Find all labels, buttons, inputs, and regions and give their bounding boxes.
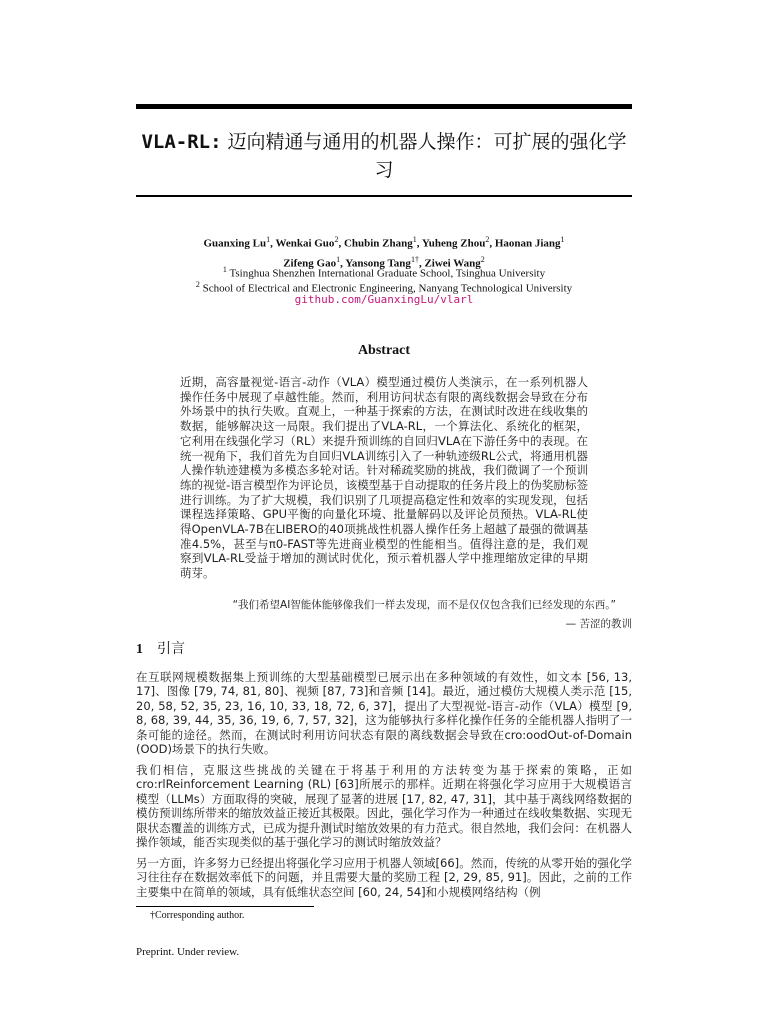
- abstract-body: 近期，高容量视觉-语言-动作（VLA）模型通过模仿人类演示，在一系列机器人操作任务中展现了卓越性能。然而，利用访问状态有限的离线数据会导致在分布外场景中的执行失败。直观上，一种基于探索的方法，在测试时改进在线收集的数据，能够解决这一局限。我们提出了VLA-RL，一个算法化、系统化的框架，它利用在线强化学习（RL）来提升预训练的自回归VLA在下游任务中的表现。在统一视角下，我们首先为自回归VLA训练引入了一种轨迹级RL公式，将通用机器人操作轨迹建模为多模态多轮对话。针对稀疏奖励的挑战，我们微调了一个预训练的视觉-语言模型作为评论员，该模型基于自动提取的任务片段上的伪奖励标签进行训练。为了扩大规模，我们识别了几项提高稳定性和效率的实现发现，包括课程选择策略、GPU平衡的向量化环境、批量解码以及评论员预热。VLA-RL使得OpenVLA-7B在LIBERO的40项挑战性机器人操作任务上超越了最强的微调基准4.5%，甚至与π0-FAST等先进商业模型的性能相当。值得注意的是，我们观察到VLA-RL受益于增加的测试时优化，预示着机器人学中推理缩放定律的早期萌芽。: [180, 375, 588, 581]
- intro-paragraph-3: 另一方面，许多努力已经提出将强化学习应用于机器人领域[66]。然而，传统的从零开始的强化学习往往存在数据效率低下的问题，并且需要大量的奖励工程 [2, 29, 85, 91]。因此，之前的工作主要集中在简单的领域，具有低维状态空间 [60, 24, 54]和小规模网络结构（例: [136, 856, 632, 899]
- intro-paragraph-2: 我们相信，克服这些挑战的关键在于将基于利用的方法转变为基于探索的策略，正如cro:rlReinforcement Learning (RL) [63]所展示的那样。近期在将强化学习应用于大规模语言模型（LLMs）方面取得的突破，展现了显著的进展 [17, 82, 47, 31]，其中基于离线网络数据的模仿预训练所带来的缩放效益正接近其极限。因此，强化学习作为一种通过在线收集数据、实现无限状态覆盖的训练方式，已成为提升测试时缩放效果的有力范式。很自然地，我们会问：在机器人操作领域，能否实现类似的基于强化学习的测试时缩放效益？: [136, 763, 632, 850]
- title-prefix: VLA-RL:: [141, 131, 222, 153]
- paper-title: [136, 128, 632, 184]
- abstract-heading: Abstract: [357, 343, 411, 358]
- affiliation-2: $^2$ School of Electrical and Electronic Engineering, Nanyang Technological University: [195, 280, 573, 295]
- author-name: Haonan Jiang: [494, 237, 561, 250]
- preprint-notice: Preprint. Under review.: [136, 946, 240, 958]
- author-name: Zifeng Gao: [283, 257, 337, 270]
- section-number: 1: [136, 642, 143, 657]
- title-top-rule: [136, 104, 632, 109]
- section-title: 引言: [157, 641, 185, 657]
- title-rest: 迈向精通与通用的机器人操作：可扩展的强化学习: [221, 131, 627, 181]
- author-line-1: Guanxing Lu$^1$, Wenkai Guo$^2$, Chubin Zhang$^1$, Yuheng Zhou$^2$, Haonan Jiang$^1$: [203, 235, 565, 250]
- author-name: Yansong Tang: [345, 257, 411, 270]
- github-link[interactable]: github.com/GuanxingLu/vlarl: [294, 293, 474, 306]
- affiliation-1: $^1$ Tsinghua Shenzhen International Graduate School, Tsinghua University: [222, 265, 546, 280]
- author-name: Ziwei Wang: [424, 257, 481, 270]
- author-name: Yuheng Zhou: [421, 237, 486, 250]
- title-bottom-rule: [136, 195, 632, 197]
- footnote: †Corresponding author.: [150, 910, 245, 921]
- section-heading: [136, 638, 185, 658]
- author-name: Chubin Zhang: [343, 237, 413, 250]
- author-line-2: Zifeng Gao$^1$, Yansong Tang$^{1\dagger}$, Ziwei Wang$^2$: [283, 254, 485, 270]
- intro-paragraph-1: 在互联网规模数据集上预训练的大型基础模型已展示出在多种领域的有效性，如文本 [56, 13, 17]、图像 [79, 74, 81, 80]、视频 [87, 73]和音频 [14]。最近，通过模仿大规模人类示范 [15, 20, 58, 52, 35, 23, 16, 10, 33, 18, 72, 6, 37]，提出了大型视觉-语言-动作（VLA）模型 [9, 8, 68, 39, 44, 35, 36, 19, 6, 7, 57, 32]，这为能够执行多样化操作任务的全能机器人指明了一条可能的途径。然而，在测试时利用访问状态有限的离线数据会导致在cro:oodOut-of-Domain (OOD)场景下的执行失败。: [136, 670, 632, 757]
- author-name: Wenkai Guo: [275, 237, 335, 250]
- epigraph-quote: “我们希望AI智能体能够像我们一样去发现，而不是仅仅包含我们已经发现的东西。”: [232, 599, 616, 611]
- footnote-rule: [136, 906, 314, 907]
- author-name: Guanxing Lu: [203, 237, 267, 250]
- epigraph-attribution: — 苦涩的教训: [565, 618, 632, 630]
